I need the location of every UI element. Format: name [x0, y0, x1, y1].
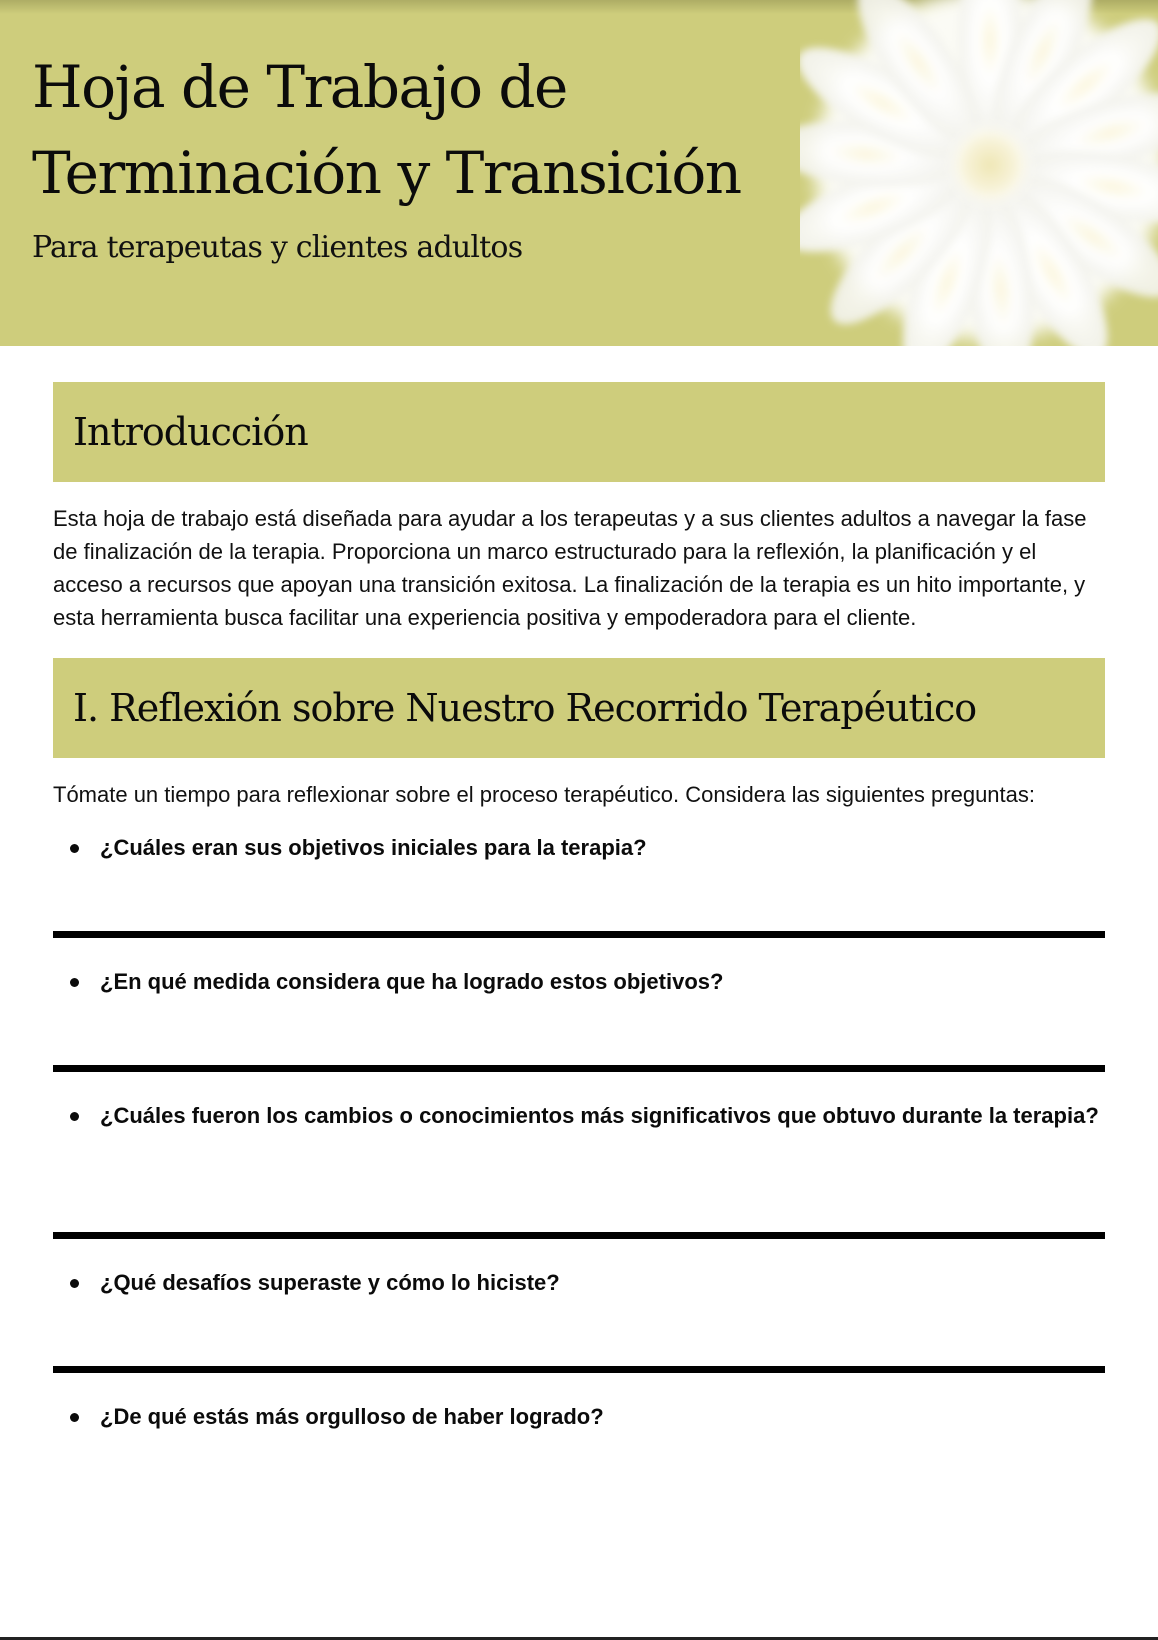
answer-line[interactable] [53, 1366, 1105, 1373]
reflection-heading: I. Reflexión sobre Nuestro Recorrido Terapéutico [73, 686, 977, 730]
main-content [53, 382, 1105, 1433]
question-text: ¿Cuáles eran sus objetivos iniciales para la terapia? [100, 835, 647, 860]
answer-line[interactable] [53, 931, 1105, 938]
reflection-question-list [53, 831, 1105, 1433]
bullet-icon [70, 978, 79, 987]
question-item [53, 831, 1105, 931]
question-item [53, 1099, 1105, 1232]
title-line-2: Terminación y Transición [32, 139, 741, 207]
reflection-heading-bar [53, 658, 1105, 758]
white-flower-image [800, 0, 1158, 346]
bullet-icon [70, 844, 79, 853]
title-line-1: Hoja de Trabajo de [32, 53, 567, 121]
reflection-prompt: Tómate un tiempo para reflexionar sobre el proceso terapéutico. Considera las siguientes preguntas: [53, 782, 1035, 807]
question-text: ¿De qué estás más orgulloso de haber logrado? [100, 1404, 604, 1429]
page-subtitle: Para terapeutas y clientes adultos [32, 230, 523, 265]
question-text: ¿Cuáles fueron los cambios o conocimientos más significativos que obtuvo durante la terapia? [100, 1103, 1099, 1128]
introduction-body: Esta hoja de trabajo está diseñada para ayudar a los terapeutas y a sus clientes adultos a navegar la fase de finalización de la terapia. Proporciona un marco estructurado para la reflexión, la planificación y el acceso a recursos que apoyan una transición exitosa. La finalización de la terapia es un hito importante, y esta herramienta busca facilitar una experiencia positiva y empoderadora para el cliente. [53, 506, 1087, 630]
question-text: ¿En qué medida considera que ha logrado estos objetivos? [100, 969, 724, 994]
question-text: ¿Qué desafíos superaste y cómo lo hiciste? [100, 1270, 560, 1295]
answer-line[interactable] [53, 1232, 1105, 1239]
bullet-icon [70, 1413, 79, 1422]
introduction-heading: Introducción [73, 410, 308, 454]
question-item [53, 1400, 1105, 1433]
introduction-heading-bar [53, 382, 1105, 482]
header-banner [0, 0, 1158, 346]
bullet-icon [70, 1112, 79, 1121]
question-item [53, 965, 1105, 1065]
question-item [53, 1266, 1105, 1366]
bullet-icon [70, 1279, 79, 1288]
page-title [32, 44, 741, 216]
answer-line[interactable] [53, 1065, 1105, 1072]
